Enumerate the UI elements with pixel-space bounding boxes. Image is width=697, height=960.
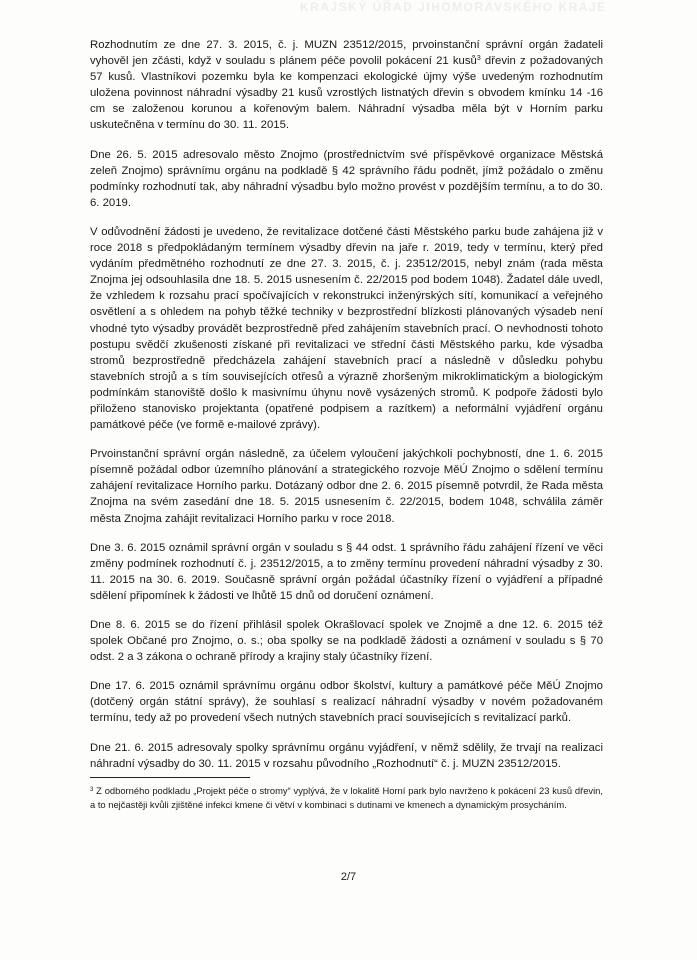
paragraph-1-start: Rozhodnutím ze dne 27. 3. 2015, č. j. MUZN 23512/2015, prvoinstanční správní orgán žadateli vyhověl jen zčásti, když v souladu s plánem péče povolil pokácení 21 kusů [90,39,603,68]
paragraph-1 [90,37,603,134]
paragraph-6: Dne 8. 6. 2015 se do řízení přihlásil spolek Okrašlovací spolek ve Znojmě a dne 12. 6. 2015 též spolek Občané pro Znojmo, o. s.; oba spolky se na podkladě žádosti a oznámení v souladu s § 70 odst. 2 a 3 zákona o ochraně přírody a krajiny staly účastníky řízení. [90,619,603,664]
footnote-divider [90,777,250,778]
paragraph-8: Dne 21. 6. 2015 adresovaly spolky správnímu orgánu vyjádření, v němž sdělily, že trvají na realizaci náhradní výsadby do 30. 11. 2015 v rozsahu původního „Rozhodnutí“ č. j. MUZN 23512/2015. [90,741,603,770]
footnote-text: Z odborného podkladu „Projekt péče o stromy“ vyplývá, že v lokalitě Horní park bylo navrženo k pokácení 23 kusů dřevin, a to nejčastěji kvůli zjištěné infekci kmene či větví v kombinaci s dutinami ve kmenech a dynamickým prosycháním. [90,785,603,811]
paragraph-4: Prvoinstanční správní orgán následně, za účelem vyloučení jakýchkoli pochybností, dne 1. 6. 2015 písemně požádal odbor územního plánování a strategického rozvoje MěÚ Znojmo o sdělení termínu zahájení revitalizace Horního parku. Dotázaný odbor dne 2. 6. 2015 písemně potvrdil, že Rada města Znojma na svém zasedání dne 18. 5. 2015 usnesením č. 22/2015, bodem 1048, schválila záměr města Znojma zahájit revitalizaci Horního parku v roce 2018. [90,448,603,525]
footnote-number: 3 [90,787,94,793]
paragraph-3: V odůvodnění žádosti je uvedeno, že revitalizace dotčené části Městského parku bude zahájena již v roce 2018 s předpokládaným termínem výsadby dřevin na jaře r. 2019, tedy v termínu, který před vydáním předmětného rozhodnutí ze dne 27. 3. 2015, č. j. 23512/2015, nebyl znám (rada města Znojma jej odsouhlasila dne 18. 5. 2015 usnesením č. 22/2015 pod bodem 1048). Žadatel dále uvedl, že vzhledem k rozsahu prací spočívajících v rekonstrukci inženýrských sítí, komunikací a veřejného osvětlení a s ohledem na pohyb těžké techniky v bezprostřední blízkosti plánovaných výsadeb není vhodné tyto výsadby provádět bezprostředně před zahájením stavebních prací. O nevhodnosti tohoto postupu svědčí zkušenosti získané při revitalizaci ve střední části Městského parku, kde výsadba stromů bezprostředně předcházela zahájení stavebních prací a následně v důsledku pohybu stavebních strojů a s tím souvisejících otřesů a výrazně zhoršeným mikroklimatickým a biologickým podmínkám stanoviště došlo k masivnímu úhynu nově vysázených stromů. K podpoře žádosti bylo přiloženo stanovisko projektanta (opatřené podpisem a razítkem) a neformální vyjádření orgánu památkové péče (ve formě e-mailové zprávy). [90,225,603,432]
paragraph-5: Dne 3. 6. 2015 oznámil správní orgán v souladu s § 44 odst. 1 správního řádu zahájení řízení ve věci změny podmínek rozhodnutí č. j. 23512/2015, a to změny termínu provedení náhradní výsadby z 30. 11. 2015 na 30. 6. 2019. Současně správní orgán požádal účastníky řízení o vyjádření a případné sdělení připomínek k žádosti ve lhůtě 15 dnů od doručení oznámení. [90,541,603,602]
footnote-reference[interactable]: 3 [476,55,481,63]
paragraph-7: Dne 17. 6. 2015 oznámil správnímu orgánu odbor školství, kultury a památkové péče MěÚ Znojmo (dotčený orgán státní správy), že souhlasí s realizací náhradní výsadby v novém požadovaném termínu, tedy až po provedení všech nutných stavebních prací souvisejících s revitalizací parků. [90,680,603,725]
footnote [90,784,603,812]
paragraph-2: Dne 26. 5. 2015 adresovalo město Znojmo (prostřednictvím své příspěvkové organizace Městská zeleň Znojmo) správnímu orgánu na podkladě § 42 správního řádu podnět, jímž požádalo o změnu podmínky rozhodnutí tak, aby náhradní výsadbu bylo možno provést v pozdějším termínu, a to do 30. 6. 2019. [90,148,603,209]
header-watermark: KRAJSKÝ ÚŘAD JIHOMORAVSKÉHO KRAJE [300,0,607,14]
page-number: 2/7 [340,871,357,883]
body-text [90,37,603,785]
paragraph-1-rest: dřevin z požadovaných 57 kusů. Vlastníkovi pozemku byla ke kompenzaci ekologické újmy výše uvedeným rozhodnutím uložena povinnost náhradní výsadby 21 kusů vzrostlých listnatých dřevin s obvodem kmínku 14 -16 cm se založenou korunou a kořenovým balem. Náhradní výsadba měla být v Horním parku uskutečněna v termínu do 30. 11. 2015. [90,55,604,132]
